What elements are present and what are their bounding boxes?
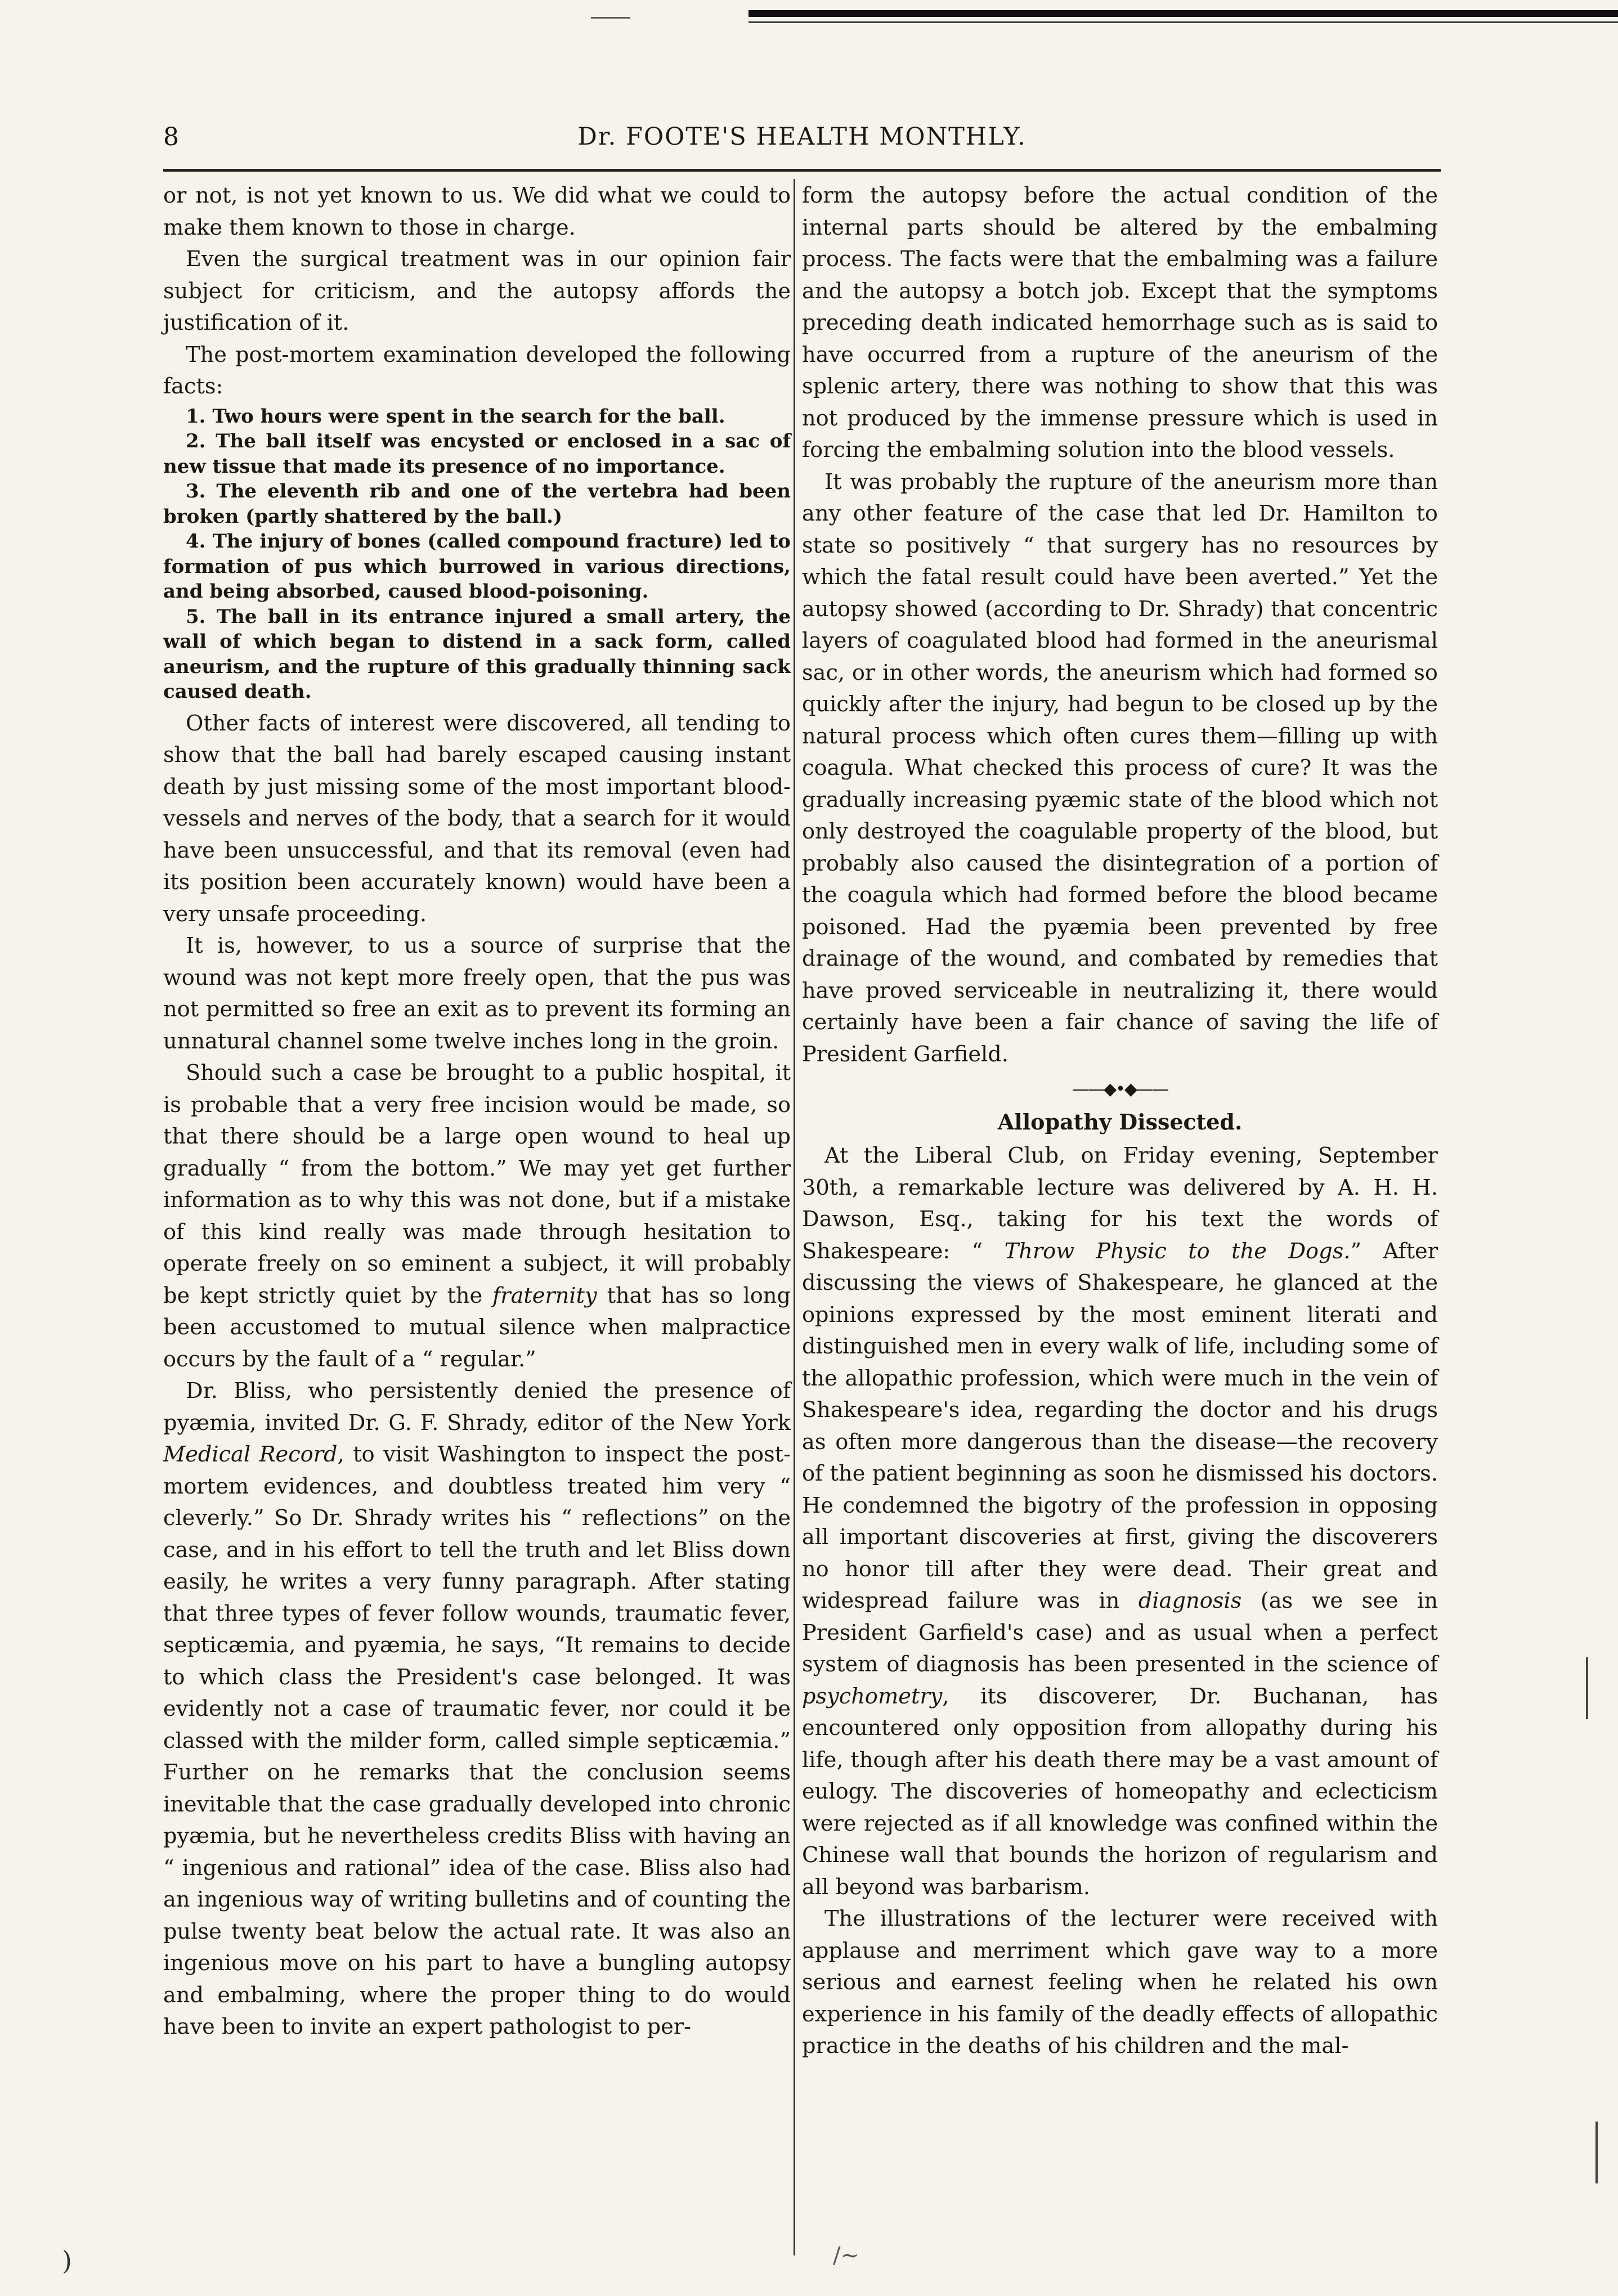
- text-run: Should such a case be brought to a public hospital, it is probable that a very free incision would be made, so that there should be a large open wound to heal up gradually “ from the bottom.” We may yet get further information as to why this was not done, but if a mistake of this kind really was made through hesitation to operate freely on so eminent a subject, it will probably be kept strictly quiet by the: [163, 1060, 791, 1308]
- italic-text: fraternity: [492, 1282, 597, 1308]
- paragraph: [802, 1140, 1438, 1903]
- paragraph: It is, however, to us a source of surprise that the wound was not kept more freely open, that the pus was not permitted so free an exit as to prevent its forming an unnatural channel some twelve inches long in the groin.: [163, 933, 791, 1054]
- text-run: (as we see in President Garfield's case) and as usual when a perfect system of diagnosis has been presented in the science of: [802, 1588, 1438, 1677]
- section-ornament: ——◆•◆——: [1072, 1079, 1168, 1099]
- paragraph: [163, 1375, 791, 2043]
- text-run: that has so long been accustomed to mutual silence when malpractice occurs by the fault of a “ regular.”: [163, 1282, 791, 1372]
- paragraph: form the autopsy before the actual condition of the internal parts should be altered by the embalming process. The facts were that the embalming was a failure and the autopsy a botch job. Except that the symptoms preceding death indicated hemorrhage such as is said to have occurred from a rupture of the aneurism of the splenic artery, there was nothing to show that this was not produced by the immense pressure which is used in forcing the embalming solution into the blood vessels.: [802, 183, 1438, 463]
- left-column: [163, 180, 791, 2043]
- section-title: Allopathy Dissected.: [997, 1109, 1243, 1134]
- top-border-rule: [749, 10, 1618, 17]
- italic-text: diagnosis: [1138, 1588, 1242, 1613]
- top-border-thin-rule: [749, 21, 1618, 23]
- text-run: , to visit Washington to inspect the post-mortem evidences, and doubtless treated him very “ cleverly.” So Dr. Shrady writes his “ reflections” on the case, and in his effort to tell the truth and let Bliss down easily, he writes a very funny paragraph. After stating that three types of fever follow wounds, traumatic fever, septicæmia, and pyæmia, he says, “It remains to decide to which class the President's case belonged. It was evidently not a case of traumatic fever, nor could it be classed with the milder form, called simple septicæmia.” Further on he remarks that the conclusion seems inevitable that the case gradually developed into chronic pyæmia, but he nevertheless credits Bliss with having an “ ingenious and rational” idea of the case. Bliss also had an ingenious way of writing bulletins and of counting the pulse twenty beat below the actual rate. It was also an ingenious move on his part to have a bungling autopsy and embalming, where the proper thing to do would have been to invite an expert pathologist to per-: [163, 1442, 791, 2039]
- text-run: Dr. Bliss, who persistently denied the presence of pyæmia, invited Dr. G. F. Shrady, editor of the New York: [163, 1378, 791, 1436]
- paragraph: It was probably the rupture of the aneurism more than any other feature of the case that led Dr. Hamilton to state so positively “ that surgery has no resources by which the fatal result could have been averted.” Yet the autopsy showed (according to Dr. Shrady) that concentric layers of coagulated blood had formed in the aneurismal sac, or in other words, the aneurism which had formed so quickly after the injury, had begun to be closed up by the natural process which often cures them—filling up with coagula. What checked this process of cure? It was the gradually increasing pyæmic state of the blood which not only destroyed the coagulable property of the blood, but probably also caused the disintegration of a portion of the coagula which had formed before the blood became poisoned. Had the pyæmia been prevented by free drainage of the wound, and combated by remedies that have proved serviceable in neutralizing it, there would certainly have been a fair chance of saving the life of President Garfield.: [802, 469, 1438, 1067]
- autopsy-facts-list: [163, 404, 791, 705]
- paragraph: Other facts of interest were discovered, all tending to show that the ball had barely escaped causing instant death by just missing some of the most important blood-vessels and nerves of the body, that a search for it would have been unsuccessful, and that its removal (even had its position been accurately known) would have been a very unsafe proceeding.: [163, 710, 791, 927]
- italic-text: Medical Record: [163, 1442, 338, 1467]
- header-rule: [163, 169, 1441, 172]
- paragraph: Even the surgical treatment was in our opinion fair subject for criticism, and the autopsy affords the justification of it.: [163, 246, 791, 335]
- paragraph: or not, is not yet known to us. We did what we could to make them known to those in charge.: [163, 183, 791, 240]
- italic-text: psychometry: [802, 1683, 943, 1709]
- running-title: Dr. FOOTE'S HEALTH MONTHLY.: [577, 123, 1027, 151]
- column-divider: [794, 179, 795, 2255]
- margin-mark: [1586, 1657, 1588, 1719]
- list-item: 1. Two hours were spent in the search for the ball.: [186, 405, 725, 428]
- text-run: ” After discussing the views of Shakespeare, he glanced at the opinions expressed by the most eminent literati and distinguished men in every walk of life, including some of the allopathic profession, which were much in the vein of Shakespeare's idea, regarding the doctor and his drugs as often more dangerous than the disease—the recovery of the patient beginning as soon he dismissed his doctors. He condemned the bigotry of the profession in opposing all important discoveries at first, giving the discoverers no honor till after they were dead. Their great and widespread failure was in: [802, 1238, 1438, 1613]
- page-number: 8: [163, 123, 179, 151]
- list-item: 4. The injury of bones (called compound fracture) led to formation of pus which burrowed in various directions, and being absorbed, caused blood-poisoning.: [163, 530, 791, 603]
- italic-text: Throw Physic to the Dogs.: [1004, 1238, 1351, 1264]
- paragraph: The post-mortem examination developed the following facts:: [163, 342, 791, 399]
- list-item: 3. The eleventh rib and one of the vertebra had been broken (partly shattered by the ball.): [163, 480, 791, 528]
- text-run: , its discoverer, Dr. Buchanan, has encountered only opposition from allopathy during his life, though after his death there may be a vast amount of eulogy. The discoveries of homeopathy and eclecticism were rejected as if all knowledge was confined within the Chinese wall that bounds the horizon of regularism and all beyond was barbarism.: [802, 1683, 1438, 1900]
- ink-smudge: ∕∼: [833, 2243, 859, 2268]
- paragraph: [163, 1057, 791, 1375]
- top-dash-mark: [591, 17, 630, 19]
- text-run: At the Liberal Club, on Friday evening, September 30th, a remarkable lecture was delivered by A. H. H. Dawson, Esq., taking for his text the words of Shakespeare: “: [802, 1143, 1438, 1264]
- list-item: 5. The ball in its entrance injured a small artery, the wall of which began to distend in a sack form, called aneurism, and the rupture of this gradually thinning sack caused death.: [163, 605, 791, 703]
- list-item: 2. The ball itself was encysted or enclosed in a sac of new tissue that made its presence of no importance.: [163, 430, 791, 478]
- right-column: [802, 180, 1438, 2062]
- paragraph: The illustrations of the lecturer were received with applause and merriment which gave way to a more serious and earnest feeling when he related his own experience in his family of the deadly effects of allopathic practice in the deaths of his children and the mal-: [802, 1906, 1438, 2059]
- margin-mark: [1595, 2122, 1598, 2183]
- edge-mark: ): [62, 2245, 72, 2276]
- page-header: [163, 123, 1441, 156]
